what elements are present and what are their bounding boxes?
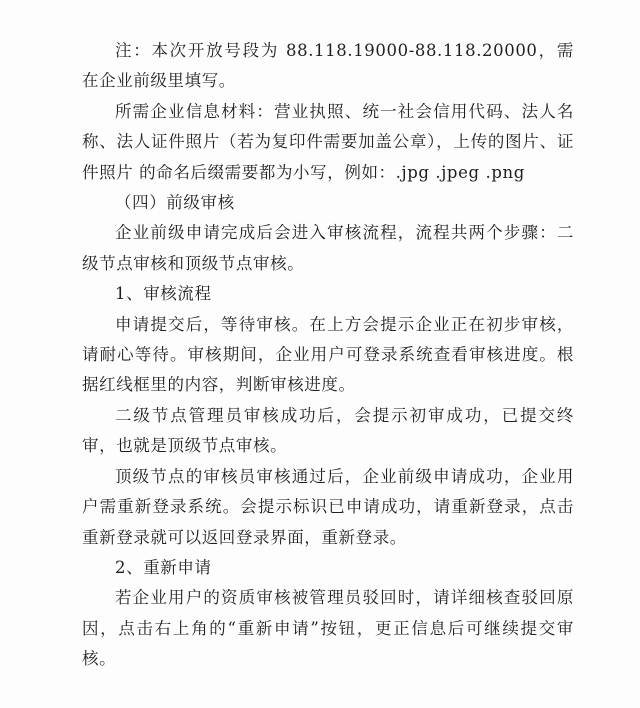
subheading-review-process: 1、审核流程 — [115, 284, 212, 304]
note-paragraph: 注：本次开放号段为 88.118.19000-88.118.20000，需在企业前级里填写。 — [82, 41, 574, 91]
subheading-reapply: 2、重新申请 — [115, 557, 212, 577]
top-level-review-paragraph: 顶级节点的审核员审核通过后，企业前级申请成功，企业用户需重新登录系统。会提示标识已申请成功，请重新登录，点击重新登录就可以返回登录界面，重新登录。 — [82, 466, 574, 547]
secondary-review-paragraph: 二级节点管理员审核成功后，会提示初审成功，已提交终审，也就是顶级节点审核。 — [82, 405, 574, 456]
document-body — [82, 36, 574, 675]
section-heading-review: （四）前级审核 — [115, 193, 235, 213]
reapply-paragraph: 若企业用户的资质审核被管理员驳回时，请详细核查驳回原因，点击右上角的“重新申请”按钮，更正信息后可继续提交审核。 — [82, 588, 574, 669]
materials-paragraph: 所需企业信息材料：营业执照、统一社会信用代码、法人名称、法人证件照片（若为复印件需要加盖公章），上传的图片、证件照片 的命名后缀需要都为小写，例如：.jpg .jpeg .png — [82, 101, 574, 182]
submit-wait-paragraph: 申请提交后，等待审核。在上方会提示企业正在初步审核，请耐心等待。审核期间，企业用户可登录系统查看审核进度。根据红线框里的内容，判断审核进度。 — [82, 314, 574, 395]
review-intro-paragraph: 企业前级申请完成后会进入审核流程，流程共两个步骤：二级节点审核和顶级节点审核。 — [82, 223, 574, 273]
